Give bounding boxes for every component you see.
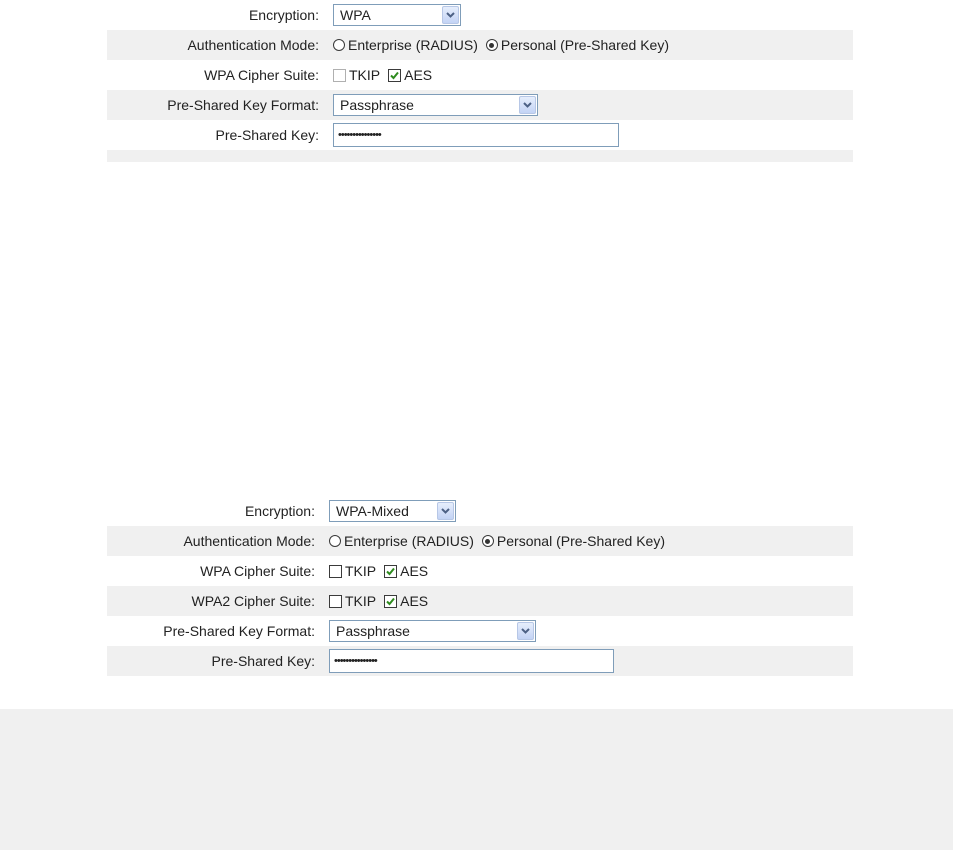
checkbox-tkip[interactable] [333, 67, 380, 83]
radio-enterprise-circle[interactable] [333, 39, 345, 51]
checkbox-wpa2-aes-label: AES [400, 593, 429, 609]
wpa-mixed-settings-panel [107, 496, 853, 676]
radio-personal[interactable] [486, 37, 669, 53]
radio-enterprise-label: Enterprise (RADIUS) [344, 533, 474, 549]
psk-format-label: Pre-Shared Key Format: [167, 97, 319, 113]
checkbox-wpa-tkip-label: TKIP [345, 563, 377, 579]
checkbox-wpa-aes-box[interactable] [384, 565, 397, 578]
checkbox-wpa2-tkip-label: TKIP [345, 593, 377, 609]
psk-input[interactable]: ••••••••••••••• [329, 649, 614, 673]
encryption-label: Encryption: [248, 7, 319, 23]
psk-row [107, 120, 853, 150]
chevron-down-icon[interactable] [437, 502, 454, 520]
chevron-down-icon[interactable] [517, 622, 534, 640]
checkbox-tkip-box[interactable] [333, 69, 346, 82]
radio-enterprise[interactable] [329, 533, 474, 549]
checkbox-wpa2-aes[interactable] [384, 593, 428, 609]
wpa2-cipher-label: WPA2 Cipher Suite: [191, 593, 315, 609]
checkbox-aes-box[interactable] [388, 69, 401, 82]
checkbox-wpa2-tkip-box[interactable] [329, 595, 342, 608]
radio-personal-circle[interactable] [482, 535, 494, 547]
psk-format-label: Pre-Shared Key Format: [163, 623, 315, 639]
encryption-row [107, 496, 853, 526]
checkbox-aes[interactable] [388, 67, 432, 83]
radio-personal-label: Personal (Pre-Shared Key) [496, 533, 665, 549]
checkbox-tkip-label: TKIP [349, 67, 381, 83]
checkbox-wpa2-tkip[interactable] [329, 593, 376, 609]
checkbox-wpa2-aes-box[interactable] [384, 595, 397, 608]
radio-enterprise-circle[interactable] [329, 535, 341, 547]
checkbox-wpa-aes[interactable] [384, 563, 428, 579]
auth-mode-row [107, 526, 853, 556]
auth-mode-row [107, 30, 853, 60]
footer-band [0, 709, 953, 850]
wpa-cipher-row [107, 60, 853, 90]
checkbox-wpa-tkip-box[interactable] [329, 565, 342, 578]
encryption-select-value: WPA [340, 7, 371, 23]
radio-enterprise[interactable] [333, 37, 478, 53]
wpa-cipher-label: WPA Cipher Suite: [200, 563, 315, 579]
wpa-settings-panel [107, 0, 853, 162]
wpa-cipher-row [107, 556, 853, 586]
encryption-row [107, 0, 853, 30]
psk-label: Pre-Shared Key: [215, 127, 319, 143]
radio-enterprise-label: Enterprise (RADIUS) [348, 37, 478, 53]
psk-format-select[interactable] [333, 94, 538, 116]
psk-format-row [107, 90, 853, 120]
checkmark-icon [385, 596, 396, 607]
auth-mode-label: Authentication Mode: [187, 37, 319, 53]
spacer-row [107, 150, 853, 162]
chevron-down-icon[interactable] [519, 96, 536, 114]
encryption-select-value: WPA-Mixed [336, 503, 409, 519]
psk-row [107, 646, 853, 676]
psk-format-select-value: Passphrase [340, 97, 414, 113]
psk-label: Pre-Shared Key: [211, 653, 315, 669]
checkmark-icon [389, 70, 400, 81]
checkmark-icon [385, 566, 396, 577]
wpa-cipher-label: WPA Cipher Suite: [204, 67, 319, 83]
radio-personal-circle[interactable] [486, 39, 498, 51]
psk-format-select[interactable] [329, 620, 536, 642]
checkbox-wpa-tkip[interactable] [329, 563, 376, 579]
radio-personal-label: Personal (Pre-Shared Key) [500, 37, 669, 53]
psk-input[interactable]: ••••••••••••••• [333, 123, 619, 147]
psk-format-row [107, 616, 853, 646]
auth-mode-label: Authentication Mode: [183, 533, 315, 549]
checkbox-wpa-aes-label: AES [400, 563, 429, 579]
encryption-select[interactable] [333, 4, 461, 26]
encryption-select[interactable] [329, 500, 456, 522]
checkbox-aes-label: AES [404, 67, 433, 83]
radio-personal[interactable] [482, 533, 665, 549]
chevron-down-icon[interactable] [442, 6, 459, 24]
psk-format-select-value: Passphrase [336, 623, 410, 639]
wpa2-cipher-row [107, 586, 853, 616]
encryption-label: Encryption: [244, 503, 315, 519]
